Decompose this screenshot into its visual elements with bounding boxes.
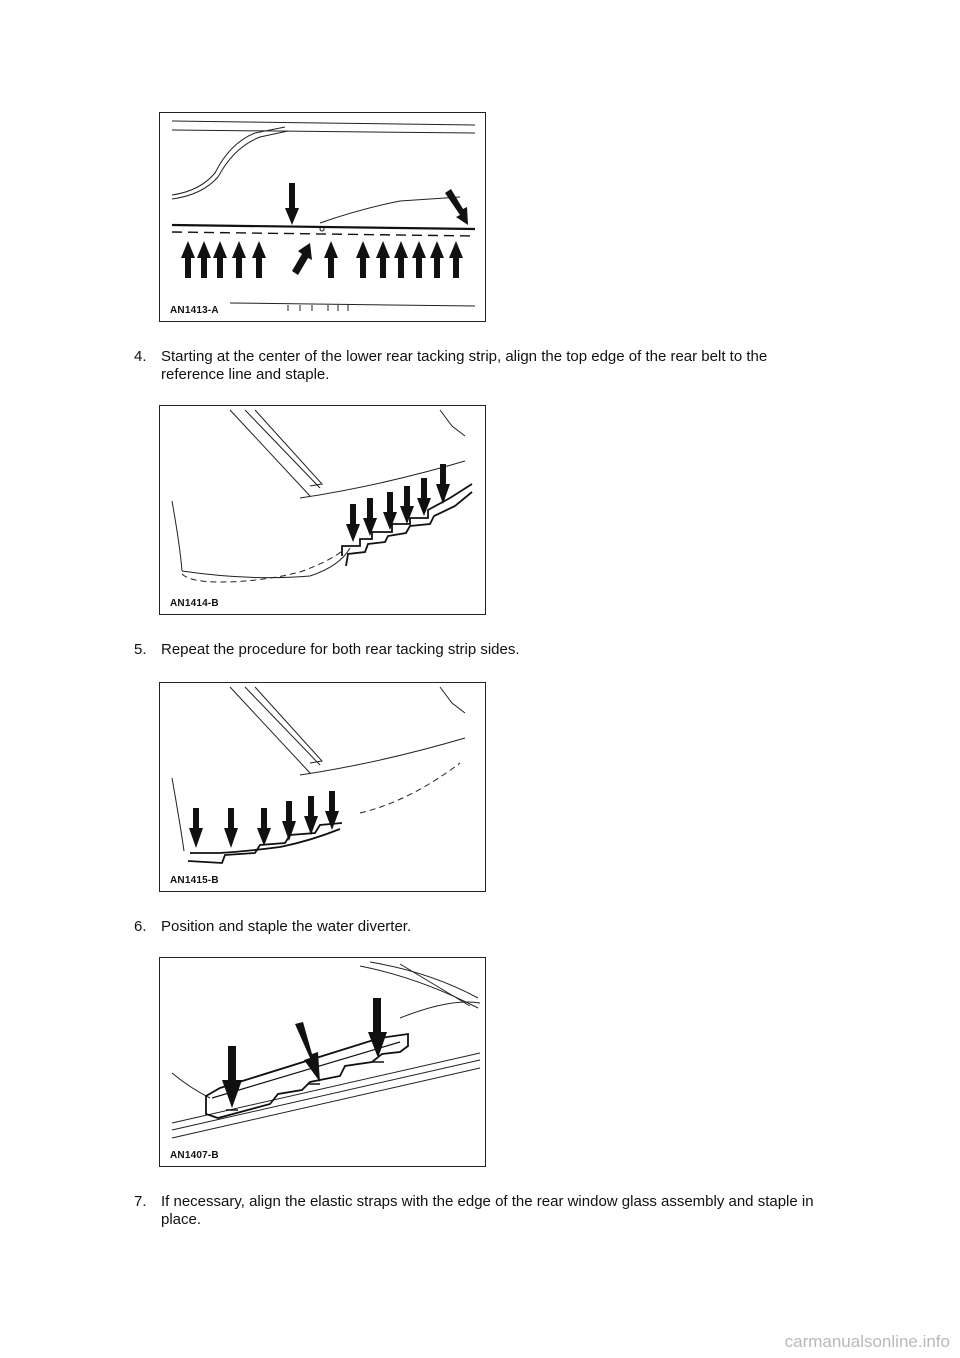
- step-number: 5.: [134, 641, 147, 658]
- figure-code: AN1414-B: [170, 598, 219, 609]
- staple-arrows: [189, 791, 339, 848]
- step-text: Position and staple the water diverter.: [161, 918, 412, 935]
- figure-illustration: [160, 958, 485, 1166]
- staple-arrows: [181, 183, 468, 278]
- step-text: Repeat the procedure for both rear tacking strip sides.: [161, 641, 520, 658]
- figure-illustration: [160, 406, 485, 614]
- step-number: 6.: [134, 918, 147, 935]
- figure-code: AN1415-B: [170, 875, 219, 886]
- figure-illustration: [160, 683, 485, 891]
- step-text: Starting at the center of the lower rear tacking strip, align the top edge of the rear belt to the reference line and staple.: [161, 348, 768, 383]
- step-number: 4.: [134, 348, 147, 365]
- figure-illustration: [160, 113, 485, 321]
- staple-arrows: [346, 464, 450, 542]
- figure-an1413: [159, 112, 486, 322]
- watermark-link[interactable]: carmanualsonline.info: [784, 1332, 950, 1351]
- figure-an1414: [159, 405, 486, 615]
- step-number: 7.: [134, 1193, 147, 1210]
- figure-an1407: [159, 957, 486, 1167]
- step-text: If necessary, align the elastic straps with the edge of the rear window glass assembly and staple in place.: [161, 1193, 814, 1228]
- figure-code: AN1407-B: [170, 1150, 219, 1161]
- figure-code: AN1413-A: [170, 305, 219, 316]
- figure-an1415: [159, 682, 486, 892]
